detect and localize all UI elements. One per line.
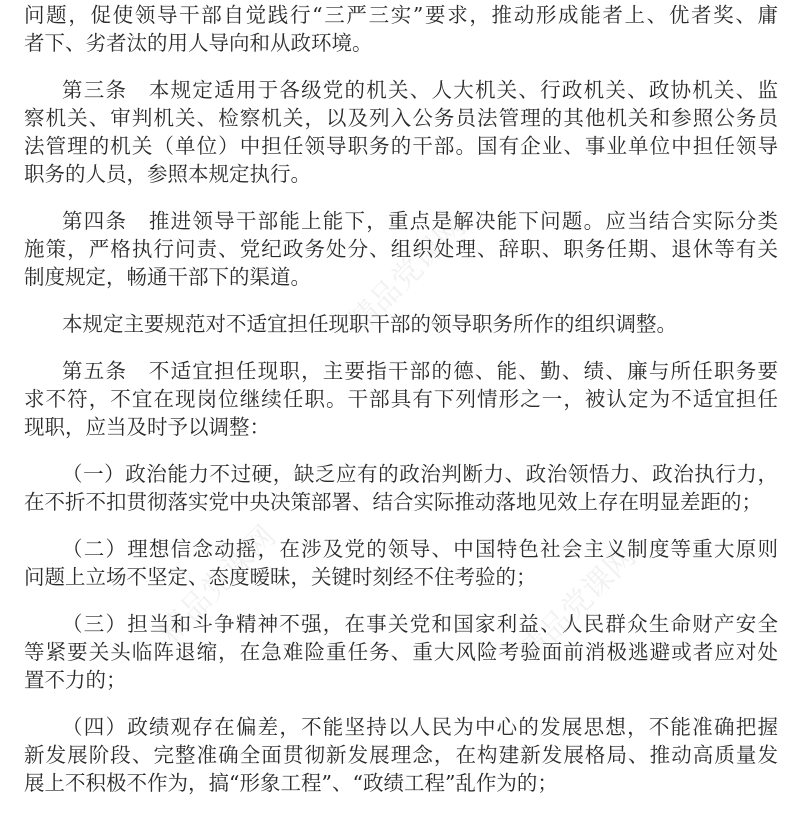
text-line: 置不力的； bbox=[24, 668, 127, 692]
text-line: （一）政治能力不过硬，缺乏应有的政治判断力、政治领悟力、政治执行力， bbox=[62, 462, 778, 486]
paragraph bbox=[24, 610, 778, 694]
text-line: 制度规定，畅通干部下的渠道。 bbox=[24, 265, 311, 289]
text-line: 第三条 本规定适用于各级党的机关、人大机关、行政机关、政协机关、监 bbox=[62, 78, 778, 102]
text-line: 展上不积极不作为，搞“形象工程”、“政绩工程”乱作为的； bbox=[24, 771, 558, 795]
text-line: 在不折不扣贯彻落实党中央决策部署、结合实际推动落地见效上存在明显差距的； bbox=[24, 490, 762, 514]
watermark: 精品党课网 bbox=[512, 539, 643, 670]
text-line: 新发展阶段、完整准确全面贯彻新发展理念，在构建新发展格局、推动高质量发 bbox=[24, 743, 778, 767]
text-line: （二）理想信念动摇，在涉及党的领导、中国特色社会主义制度等重大原则 bbox=[62, 537, 778, 561]
document-body bbox=[24, 1, 778, 816]
paragraph bbox=[24, 460, 778, 516]
text-line: 施策，严格执行问责、党纪政务处分、组织处理、辞职、职务任期、退休等有关 bbox=[24, 237, 778, 261]
text-line: 第五条 不适宜担任现职，主要指干部的德、能、勤、绩、廉与所任职务要 bbox=[62, 359, 778, 383]
paragraph bbox=[24, 713, 778, 797]
text-line: （三）担当和斗争精神不强，在事关党和国家利益、人民群众生命财产安全 bbox=[62, 612, 778, 636]
text-line: 第四条 推进领导干部能上能下，重点是解决能下问题。应当结合实际分类 bbox=[62, 209, 778, 233]
text-line: 者下、劣者汰的用人导向和从政环境。 bbox=[24, 31, 373, 55]
text-line: 问题上立场不坚定、态度暧昧，关键时刻经不住考验的； bbox=[24, 565, 537, 589]
watermark: 精品党课网 bbox=[152, 519, 283, 650]
paragraph bbox=[24, 310, 778, 338]
paragraph bbox=[24, 1, 778, 57]
text-line: 职务的人员，参照本规定执行。 bbox=[24, 162, 311, 186]
text-line: 察机关、审判机关、检察机关，以及列入公务员法管理的其他机关和参照公务员 bbox=[24, 106, 778, 130]
text-line: （四）政绩观存在偏差，不能坚持以人民为中心的发展思想，不能准确把握 bbox=[62, 715, 778, 739]
text-line: 求不符，不宜在现岗位继续任职。干部具有下列情形之一，被认定为不适宜担任 bbox=[24, 387, 778, 411]
text-line: 现职，应当及时予以调整： bbox=[24, 415, 270, 439]
text-line: 本规定主要规范对不适宜担任现职干部的领导职务所作的组织调整。 bbox=[62, 312, 677, 336]
paragraph bbox=[24, 207, 778, 291]
text-line: 法管理的机关（单位）中担任领导职务的干部。国有企业、事业单位中担任领导 bbox=[24, 134, 778, 158]
text-line: 等紧要关头临阵退缩，在急难险重任务、重大风险考验面前消极逃避或者应对处 bbox=[24, 640, 778, 664]
text-line: 问题，促使领导干部自觉践行“三严三实”要求，推动形成能者上、优者奖、庸 bbox=[24, 3, 778, 27]
watermark: 精品党课网 bbox=[342, 209, 473, 340]
paragraph bbox=[24, 535, 778, 591]
paragraph bbox=[24, 357, 778, 441]
paragraph bbox=[24, 76, 778, 188]
